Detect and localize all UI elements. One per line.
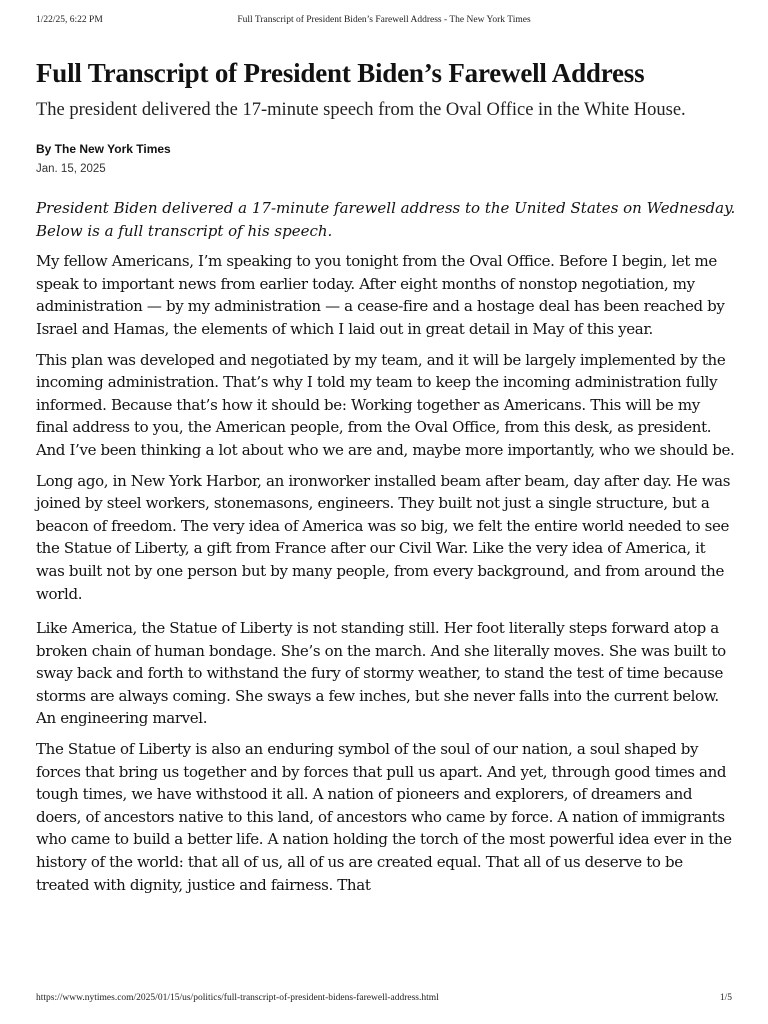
intro-paragraph: President Biden delivered a 17-minute farewell address to the United States on Wednesday. Below is a full transcript of his speech. bbox=[36, 199, 736, 240]
print-page-title: Full Transcript of President Biden’s Farewell Address - The New York Times bbox=[237, 15, 531, 25]
print-header bbox=[36, 15, 732, 31]
article-summary: The president delivered the 17-minute speech from the Oval Office in the White House. bbox=[36, 100, 686, 120]
page-number: 1/5 bbox=[719, 993, 732, 1003]
print-date: 1/22/25, 6:22 PM bbox=[36, 15, 103, 25]
print-footer bbox=[36, 993, 732, 1009]
body-paragraph-2: This plan was developed and negotiated by my team, and it will be largely implemented by the incoming administration. That’s why I told my team to keep the incoming administration fully informed. Because that’s how it should be: Working together as Americans. This will be my final address to you, the American people, from the Oval Office, from this desk, as president. And I’ve been thinking a lot about who we are and, maybe more importantly, who we should be. bbox=[36, 350, 735, 459]
body-paragraph-3: Long ago, in New York Harbor, an ironworker installed beam after beam, day after day. He was joined by steel workers, stonemasons, engineers. They built not just a single structure, but a beacon of freedom. The very idea of America was so big, we felt the entire world needed to see the Statue of Liberty, a gift from France after our Civil War. Like the very idea of America, it was built not by one person but by many people, from every background, and from around the world. bbox=[36, 471, 731, 603]
article bbox=[36, 55, 736, 896]
byline: By The New York Times bbox=[36, 142, 171, 156]
body-paragraph-5: The Statue of Liberty is also an enduring symbol of the soul of our nation, a soul shaped by forces that bring us together and by forces that pull us apart. And yet, through good times and tough times, we have withstood it all. A nation of pioneers and explorers, of dreamers and doers, of ancestors native to this land, of ancestors who came by force. A nation of immigrants who came to build a better life. A nation holding the torch of the most powerful idea ever in the history of the world: that all of us, all of us are created equal. That all of us deserve to be treated with dignity, justice and fairness. That bbox=[36, 740, 732, 894]
article-url-link[interactable]: https://www.nytimes.com/2025/01/15/us/politics/full-transcript-of-president-bidens-farewell-address.html bbox=[36, 993, 439, 1003]
body-paragraph-1: My fellow Americans, I’m speaking to you tonight from the Oval Office. Before I begin, let me speak to important news from earlier today. After eight months of nonstop negotiation, my administration — by my administration — a cease-fire and a hostage deal has been reached by Israel and Hamas, the elements of which I laid out in great detail in May of this year. bbox=[36, 252, 725, 338]
headline: Full Transcript of President Biden’s Farewell Address bbox=[36, 58, 645, 88]
body-paragraph-4: Like America, the Statue of Liberty is not standing still. Her foot literally steps forward atop a broken chain of human bondage. She’s on the march. And she literally moves. She was built to sway back and forth to withstand the fury of stormy weather, to stand the test of time because storms are always coming. She sways a few inches, but she never falls into the current below. An engineering marvel. bbox=[36, 619, 726, 728]
publish-date: Jan. 15, 2025 bbox=[36, 163, 106, 175]
